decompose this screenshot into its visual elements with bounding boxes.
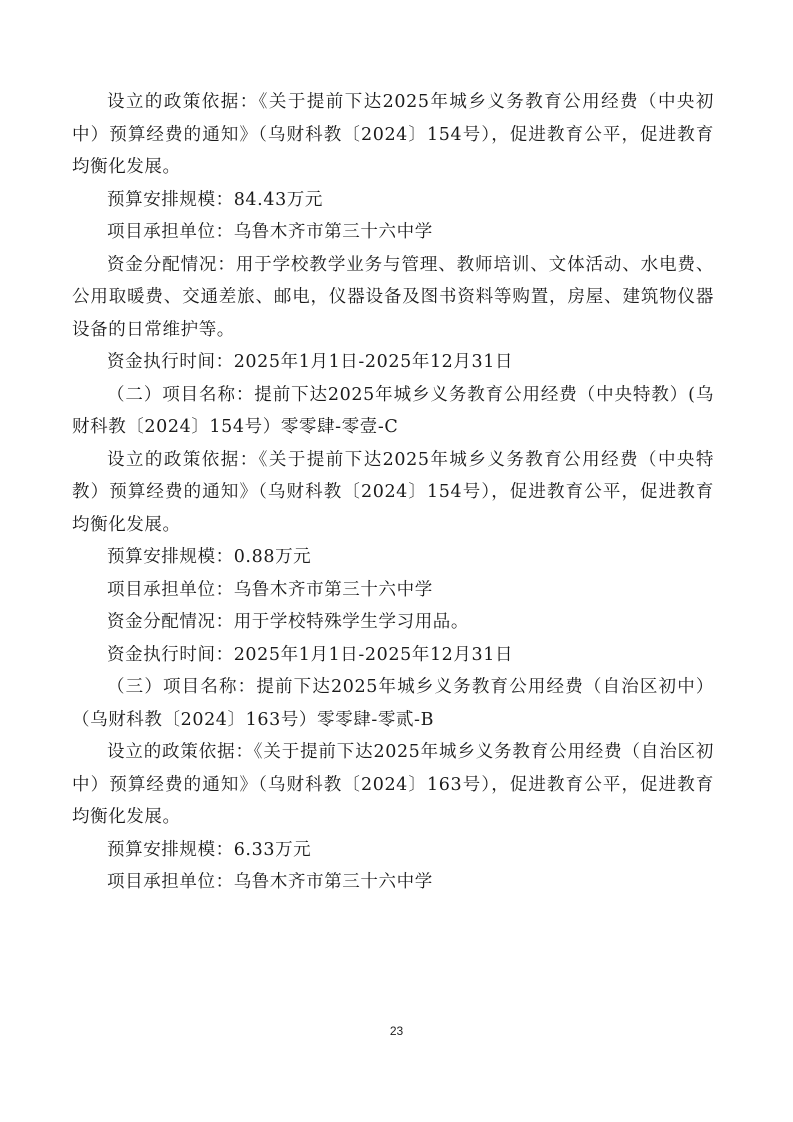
fund-allocation-2: 资金分配情况：用于学校特殊学生学习用品。: [107, 612, 469, 632]
responsible-unit-1: 项目承担单位：乌鲁木齐市第三十六中学: [107, 222, 433, 242]
document-body: [72, 86, 714, 899]
responsible-unit-3: 项目承担单位：乌鲁木齐市第三十六中学: [107, 872, 433, 892]
project-name-3: （三）项目名称：提前下达2025年城乡义务教育公用经费（自治区初中）（乌财科教〔2024〕163号）零零肆-零贰-B: [72, 677, 714, 730]
budget-scale-2: 预算安排规模：0.88万元: [107, 547, 312, 567]
budget-scale-1: 预算安排规模：84.43万元: [107, 189, 323, 210]
page-number: 23: [389, 1024, 404, 1038]
policy-basis-paragraph-3: 设立的政策依据：《关于提前下达2025年城乡义务教育公用经费（自治区初中）预算经费的通知》（乌财科教〔2024〕163号），促进教育公平，促进教育均衡化发展。: [72, 742, 714, 827]
policy-basis-paragraph-2: 设立的政策依据：《关于提前下达2025年城乡义务教育公用经费（中央特教）预算经费的通知》（乌财科教〔2024〕154号），促进教育公平，促进教育均衡化发展。: [72, 449, 714, 535]
budget-scale-3: 预算安排规模：6.33万元: [107, 839, 312, 860]
execution-period-2: 资金执行时间：2025年1月1日-2025年12月31日: [107, 644, 514, 665]
policy-basis-paragraph-1: 设立的政策依据：《关于提前下达2025年城乡义务教育公用经费（中央初中）预算经费的通知》（乌财科教〔2024〕154号），促进教育公平，促进教育均衡化发展。: [72, 92, 714, 177]
project-name-2: （二）项目名称：提前下达2025年城乡义务教育公用经费（中央特教）(乌财科教〔2024〕154号）零零肆-零壹-C: [72, 384, 714, 437]
execution-period-1: 资金执行时间：2025年1月1日-2025年12月31日: [107, 352, 514, 372]
fund-allocation-1: 资金分配情况：用于学校教学业务与管理、教师培训、文体活动、水电费、公用取暖费、交通差旅、邮电，仪器设备及图书资料等购置，房屋、建筑物仪器设备的日常维护等。: [72, 254, 714, 340]
responsible-unit-2: 项目承担单位：乌鲁木齐市第三十六中学: [107, 579, 433, 600]
